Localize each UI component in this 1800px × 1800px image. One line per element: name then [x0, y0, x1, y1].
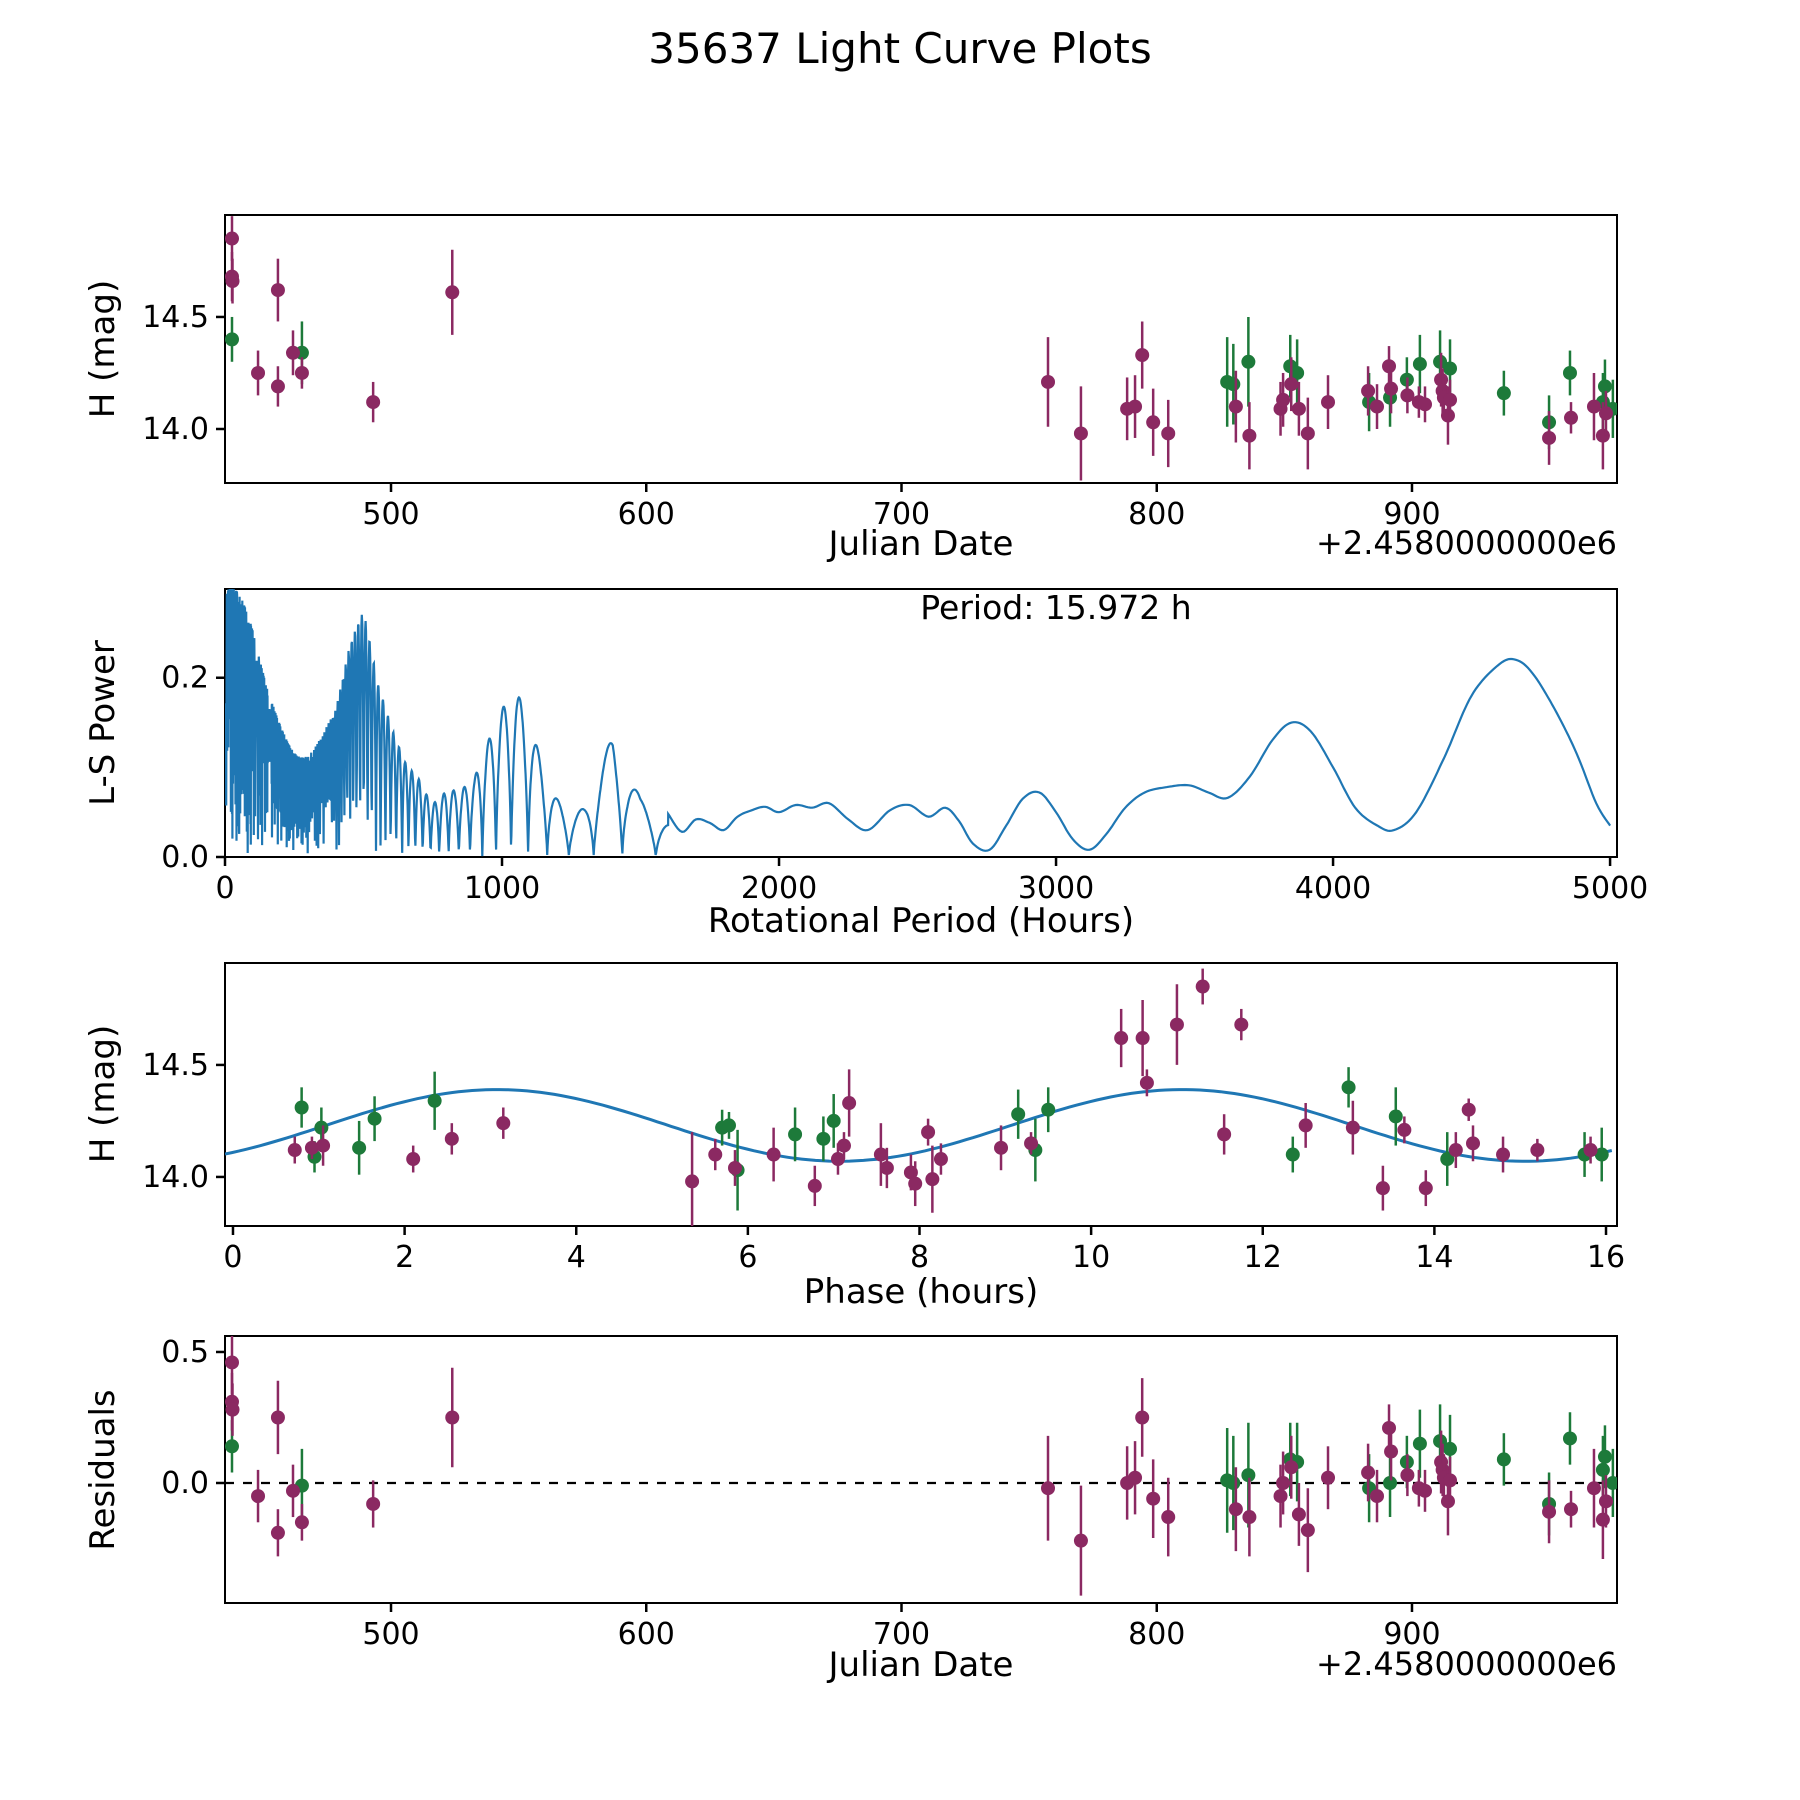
data-point	[1135, 348, 1149, 362]
data-point	[1346, 1121, 1360, 1135]
subplot-periodogram	[161, 588, 1648, 906]
data-point	[1284, 377, 1298, 391]
data-point	[1596, 1513, 1610, 1527]
axes-frame-periodogram	[225, 589, 1617, 857]
data-point	[1466, 1136, 1480, 1150]
data-point	[1413, 1437, 1427, 1451]
data-point	[251, 1489, 265, 1503]
data-point	[1196, 980, 1210, 994]
data-point	[271, 1410, 285, 1424]
data-point	[1376, 1181, 1390, 1195]
data-point	[1462, 1103, 1476, 1117]
data-point	[1170, 1018, 1184, 1032]
data-point	[1299, 1118, 1313, 1132]
data-point	[925, 1172, 939, 1186]
data-point	[1146, 415, 1160, 429]
data-point	[1074, 426, 1088, 440]
data-point	[368, 1112, 382, 1126]
data-point	[1599, 1494, 1613, 1508]
x-tick-label: 6	[738, 1240, 758, 1275]
data-point	[1041, 1481, 1055, 1495]
data-point	[1449, 1143, 1463, 1157]
data-point	[722, 1118, 736, 1132]
data-point	[225, 1439, 239, 1453]
data-point	[1135, 1410, 1149, 1424]
data-point	[827, 1114, 841, 1128]
data-point	[1361, 1466, 1375, 1480]
data-point	[288, 1143, 302, 1157]
data-point	[1292, 402, 1306, 416]
data-point	[1413, 357, 1427, 371]
data-point	[366, 1497, 380, 1511]
data-point	[1242, 1510, 1256, 1524]
data-point	[295, 1100, 309, 1114]
data-point	[816, 1132, 830, 1146]
data-point	[1229, 1502, 1243, 1516]
x-axis-label-phase: Phase (hours)	[803, 1272, 1039, 1312]
x-axis-label-jd-top: Julian Date	[828, 524, 1014, 564]
data-point	[788, 1127, 802, 1141]
data-point	[226, 1403, 240, 1417]
x-tick-label: 4000	[1294, 871, 1372, 906]
data-point	[295, 366, 309, 380]
data-point	[1443, 393, 1457, 407]
data-point	[428, 1094, 442, 1108]
data-point	[1382, 359, 1396, 373]
x-tick-label: 0	[215, 871, 235, 906]
data-point	[1370, 1489, 1384, 1503]
y-axis-label-lspower: L-S Power	[83, 640, 123, 806]
data-point	[708, 1148, 722, 1162]
x-tick-label: 2	[395, 1240, 415, 1275]
x-tick-label: 600	[617, 497, 675, 532]
data-point	[1596, 429, 1610, 443]
data-point	[1441, 409, 1455, 423]
data-point	[1497, 386, 1511, 400]
x-tick-label: 500	[362, 1617, 420, 1652]
data-point	[728, 1161, 742, 1175]
data-point	[1419, 1181, 1433, 1195]
x-axis-label-jd-bottom: Julian Date	[828, 1645, 1014, 1685]
subplot-phase_magnitude	[142, 963, 1625, 1275]
data-point	[1274, 1489, 1288, 1503]
data-point	[1496, 1148, 1510, 1162]
data-point	[1443, 1442, 1457, 1456]
data-point	[1128, 400, 1142, 414]
data-point	[445, 285, 459, 299]
subplot-residuals	[161, 1331, 1620, 1652]
data-point	[1563, 1431, 1577, 1445]
data-point	[1074, 1534, 1088, 1548]
data-point	[1443, 361, 1457, 375]
periodogram-line	[226, 588, 1610, 856]
y-axis-label-residuals: Residuals	[83, 1389, 123, 1551]
series-purple-filter	[225, 216, 1613, 480]
data-point	[1361, 384, 1375, 398]
y-tick-label: 14.0	[142, 1159, 209, 1195]
data-point	[271, 283, 285, 297]
data-point	[1384, 1445, 1398, 1459]
data-point	[880, 1161, 894, 1175]
data-point	[767, 1148, 781, 1162]
data-point	[271, 379, 285, 393]
data-point	[808, 1179, 822, 1193]
data-point	[1384, 382, 1398, 396]
data-point	[1136, 1031, 1150, 1045]
data-point	[445, 1132, 459, 1146]
data-point	[1128, 1471, 1142, 1485]
data-point	[1542, 1505, 1556, 1519]
data-point	[271, 1526, 285, 1540]
x-tick-label: 16	[1586, 1240, 1626, 1275]
data-point	[1140, 1076, 1154, 1090]
y-tick-label: 14.0	[142, 411, 209, 447]
data-point	[908, 1177, 922, 1191]
data-point	[1370, 400, 1384, 414]
data-point	[1342, 1080, 1356, 1094]
data-point	[1041, 375, 1055, 389]
data-point	[1441, 1494, 1455, 1508]
data-point	[286, 1484, 300, 1498]
data-point	[1584, 1143, 1598, 1157]
data-point	[1497, 1452, 1511, 1466]
x-tick-label: 8	[909, 1240, 930, 1275]
data-point	[1301, 426, 1315, 440]
y-tick-label: 0.2	[161, 660, 209, 696]
data-point	[1564, 411, 1578, 425]
data-point	[1011, 1107, 1025, 1121]
data-point	[295, 1515, 309, 1529]
x-axis-label-rotational-period: Rotational Period (Hours)	[707, 901, 1135, 941]
data-point	[1542, 431, 1556, 445]
data-point	[225, 232, 239, 246]
data-point	[1587, 400, 1601, 414]
data-point	[251, 366, 265, 380]
x-tick-label: 10	[1072, 1240, 1111, 1275]
data-point	[1226, 377, 1240, 391]
x-tick-label: 800	[1128, 497, 1186, 532]
data-point	[1418, 397, 1432, 411]
data-point	[921, 1125, 935, 1139]
y-tick-label: 0.5	[161, 1334, 209, 1370]
subplot-jd_magnitude	[142, 215, 1620, 532]
period-annotation: Period: 15.972 h	[920, 588, 1192, 627]
data-point	[316, 1139, 330, 1153]
x-tick-label: 14	[1415, 1240, 1454, 1275]
data-point	[1598, 1450, 1612, 1464]
data-point	[1564, 1502, 1578, 1516]
x-tick-label: 800	[1128, 1617, 1186, 1652]
x-axis-offset-top: +2.4580000000e6	[1316, 524, 1617, 562]
data-point	[1276, 1476, 1290, 1490]
x-tick-label: 5000	[1571, 871, 1649, 906]
data-point	[1146, 1492, 1160, 1506]
x-tick-label: 1000	[463, 871, 541, 906]
data-point	[406, 1152, 420, 1166]
data-point	[445, 1410, 459, 1424]
data-point	[1024, 1136, 1038, 1150]
data-point	[352, 1141, 366, 1155]
data-point	[1234, 1018, 1248, 1032]
data-point	[1161, 426, 1175, 440]
y-tick-label: 14.5	[142, 1047, 209, 1083]
data-point	[1530, 1143, 1544, 1157]
data-point	[1400, 1468, 1414, 1482]
axes-frame-jd_magnitude	[225, 215, 1617, 483]
x-tick-label: 12	[1243, 1240, 1282, 1275]
data-point	[1382, 1421, 1396, 1435]
series-green-filter	[225, 317, 1620, 449]
x-tick-label: 700	[872, 1617, 931, 1652]
x-tick-label: 0	[223, 1240, 243, 1275]
data-point	[496, 1116, 510, 1130]
x-tick-label: 900	[1383, 497, 1441, 532]
data-point	[1242, 429, 1256, 443]
y-axis-label-hmag-phase: H (mag)	[83, 1024, 123, 1164]
data-point	[1217, 1127, 1231, 1141]
data-point	[225, 332, 239, 346]
data-point	[1321, 395, 1335, 409]
y-tick-label: 14.5	[142, 299, 209, 335]
figure-title: 35637 Light Curve Plots	[648, 24, 1152, 73]
series-purple-filter	[288, 969, 1598, 1231]
data-point	[226, 274, 240, 288]
x-tick-label: 4	[566, 1240, 586, 1275]
data-point	[1226, 1476, 1240, 1490]
y-tick-label: 0.0	[161, 840, 209, 875]
data-point	[1114, 1031, 1128, 1045]
data-point	[1241, 355, 1255, 369]
data-point	[1563, 366, 1577, 380]
data-point	[1286, 1148, 1300, 1162]
data-point	[1596, 1463, 1610, 1477]
x-tick-label: 2000	[740, 871, 818, 906]
data-point	[1599, 406, 1613, 420]
data-point	[842, 1096, 856, 1110]
x-tick-label: 500	[362, 497, 420, 532]
y-tick-label: 0.0	[161, 1465, 209, 1501]
data-point	[366, 395, 380, 409]
data-point	[1229, 400, 1243, 414]
data-point	[314, 1121, 328, 1135]
data-point	[994, 1141, 1008, 1155]
data-point	[1418, 1484, 1432, 1498]
data-point	[225, 1355, 239, 1369]
x-tick-label: 700	[872, 497, 931, 532]
data-point	[1301, 1523, 1315, 1537]
y-axis-label-hmag-top: H (mag)	[83, 279, 123, 419]
data-point	[1397, 1123, 1411, 1137]
data-point	[1292, 1507, 1306, 1521]
data-point	[837, 1139, 851, 1153]
x-tick-label: 600	[617, 1617, 675, 1652]
data-point	[1587, 1481, 1601, 1495]
data-point	[1389, 1109, 1403, 1123]
data-point	[1284, 1460, 1298, 1474]
data-point	[1276, 393, 1290, 407]
data-point	[1443, 1473, 1457, 1487]
data-point	[286, 346, 300, 360]
data-point	[685, 1174, 699, 1188]
x-axis-offset-bottom: +2.4580000000e6	[1316, 1645, 1617, 1683]
data-point	[1161, 1510, 1175, 1524]
data-point	[934, 1152, 948, 1166]
data-point	[1321, 1471, 1335, 1485]
data-point	[1041, 1103, 1055, 1117]
x-tick-label: 900	[1383, 1617, 1441, 1652]
x-tick-label: 3000	[1017, 871, 1095, 906]
